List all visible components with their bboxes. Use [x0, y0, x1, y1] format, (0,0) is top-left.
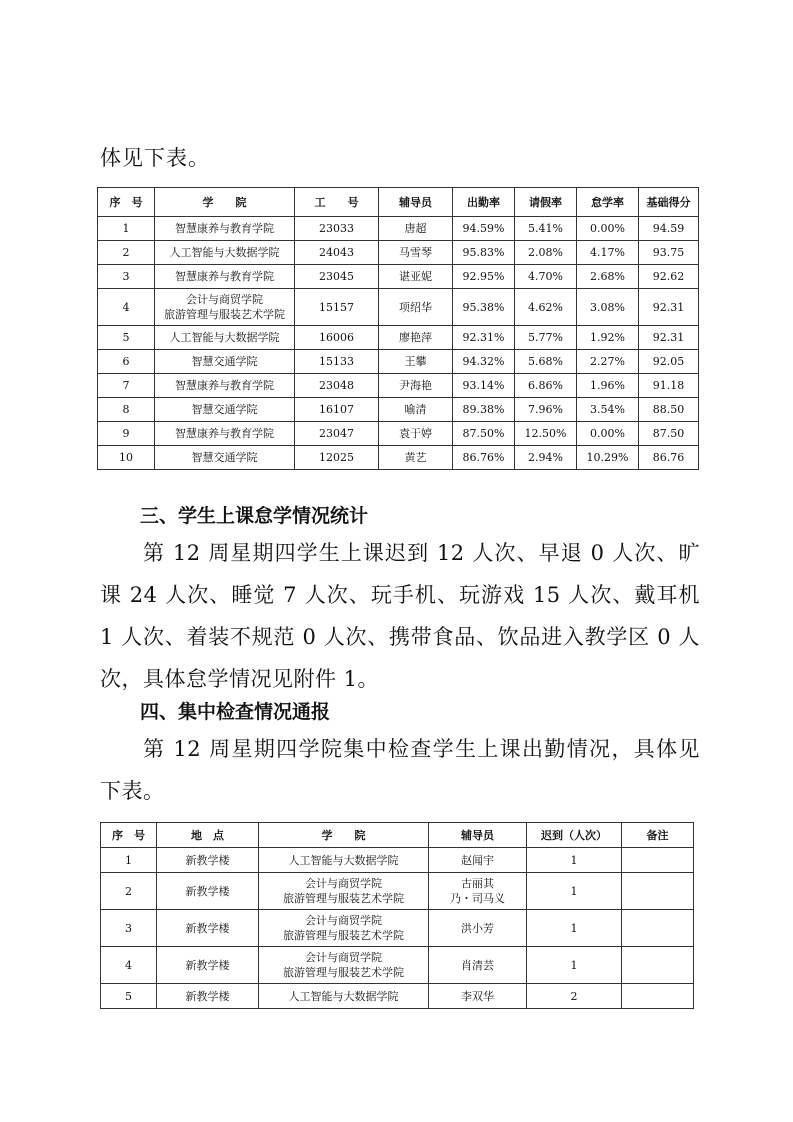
table-row — [98, 241, 699, 265]
row-number: 9 — [98, 422, 155, 446]
attendance-rate-cell: 94.59% — [453, 217, 515, 241]
college-cell-line: 智慧康养与教育学院 — [175, 222, 274, 235]
table1-header-0: 序 号 — [98, 188, 155, 217]
counselor-cell: 项绍华 — [379, 289, 453, 326]
base-score-cell: 87.50 — [639, 422, 699, 446]
counselor-cell — [429, 873, 527, 910]
college-cell-line: 人工智能与大数据学院 — [288, 989, 399, 1003]
place-cell: 新教学楼 — [157, 848, 259, 873]
college-cell-line: 旅游管理与服装艺术学院 — [164, 308, 285, 321]
idle-rate-cell: 0.00% — [577, 217, 639, 241]
table-header-row — [101, 823, 694, 848]
note-cell — [622, 848, 694, 873]
base-score-cell: 92.31 — [639, 289, 699, 326]
table-row — [98, 398, 699, 422]
table-row — [101, 910, 694, 947]
base-score-cell: 92.05 — [639, 350, 699, 374]
attendance-rate-cell: 94.32% — [453, 350, 515, 374]
table-row — [98, 446, 699, 470]
college-cell-line: 旅游管理与服装艺术学院 — [283, 929, 404, 942]
attendance-rate-cell: 95.83% — [453, 241, 515, 265]
place-cell: 新教学楼 — [157, 873, 259, 910]
college-cell — [155, 422, 295, 446]
row-number: 2 — [98, 241, 155, 265]
idle-rate-cell: 3.54% — [577, 398, 639, 422]
staff-id-cell: 23048 — [295, 374, 379, 398]
college-cell-line: 智慧康养与教育学院 — [175, 427, 274, 440]
college-cell — [155, 217, 295, 241]
idle-rate-cell: 3.08% — [577, 289, 639, 326]
base-score-cell: 93.75 — [639, 241, 699, 265]
college-cell-line: 人工智能与大数据学院 — [169, 246, 280, 259]
table-row — [98, 326, 699, 350]
table2-header-2: 学 院 — [259, 823, 429, 848]
college-cell — [259, 910, 429, 947]
late-count-cell: 2 — [527, 984, 622, 1009]
section3-body: 第 12 周星期四学生上课迟到 12 人次、早退 0 人次、旷课 24 人次、睡觉 7 人次、玩手机、玩游戏 15 人次、戴耳机 1 人次、着装不规范 0 人次、携带食品、饮品进入教学区 0 人次，具体怠学情况见附件 1。 — [100, 541, 700, 691]
counselor-cell: 喻清 — [379, 398, 453, 422]
staff-id-cell: 23033 — [295, 217, 379, 241]
counselor-cell-line: 赵闻宇 — [461, 853, 494, 867]
counselor-cell: 王攀 — [379, 350, 453, 374]
counselor-cell — [429, 984, 527, 1009]
leave-rate-cell: 5.41% — [515, 217, 577, 241]
college-cell-line: 智慧康养与教育学院 — [175, 379, 274, 392]
idle-rate-cell: 0.00% — [577, 422, 639, 446]
college-cell — [259, 848, 429, 873]
attendance-rate-cell: 92.31% — [453, 326, 515, 350]
row-number: 5 — [101, 984, 157, 1009]
counselor-cell: 马雪琴 — [379, 241, 453, 265]
table-row — [98, 350, 699, 374]
college-cell-line: 人工智能与大数据学院 — [288, 853, 399, 867]
row-number: 4 — [101, 947, 157, 984]
counselor-cell: 黄艺 — [379, 446, 453, 470]
leave-rate-cell: 2.94% — [515, 446, 577, 470]
table2-header-1: 地 点 — [157, 823, 259, 848]
college-cell-line: 智慧交通学院 — [191, 355, 258, 368]
table1-header-6: 怠学率 — [577, 188, 639, 217]
college-cell-line: 会计与商贸学院 — [186, 293, 263, 306]
attendance-rate-cell: 93.14% — [453, 374, 515, 398]
section4-heading: 四、集中检查情况通报 — [140, 701, 331, 723]
staff-id-cell: 23047 — [295, 422, 379, 446]
counselor-cell — [429, 947, 527, 984]
base-score-cell: 92.62 — [639, 265, 699, 289]
staff-id-cell: 15157 — [295, 289, 379, 326]
attendance-rate-cell: 87.50% — [453, 422, 515, 446]
table1-header-1: 学 院 — [155, 188, 295, 217]
college-cell-line: 旅游管理与服装艺术学院 — [283, 966, 404, 979]
counselor-cell-line: 李双华 — [461, 989, 494, 1003]
table-row — [98, 422, 699, 446]
college-cell — [259, 947, 429, 984]
college-cell-line: 会计与商贸学院 — [305, 877, 382, 890]
table-header-row — [98, 188, 699, 217]
row-number: 3 — [98, 265, 155, 289]
intro-text: 体见下表。 — [100, 146, 210, 170]
table-row — [98, 289, 699, 326]
college-cell-line: 智慧交通学院 — [191, 451, 258, 464]
row-number: 1 — [98, 217, 155, 241]
table1-header-2: 工 号 — [295, 188, 379, 217]
college-cell — [259, 984, 429, 1009]
attendance-rate-cell: 92.95% — [453, 265, 515, 289]
counselor-cell: 唐超 — [379, 217, 453, 241]
leave-rate-cell: 5.68% — [515, 350, 577, 374]
staff-id-cell: 16006 — [295, 326, 379, 350]
counselor-cell-line: 古丽其 — [461, 877, 494, 890]
row-number: 3 — [101, 910, 157, 947]
place-cell: 新教学楼 — [157, 947, 259, 984]
college-cell-line: 旅游管理与服装艺术学院 — [283, 892, 404, 905]
counselor-cell — [429, 910, 527, 947]
college-cell — [155, 374, 295, 398]
table-row — [98, 265, 699, 289]
row-number: 5 — [98, 326, 155, 350]
counselor-cell-line: 乃・司马义 — [450, 892, 505, 905]
idle-rate-cell: 1.92% — [577, 326, 639, 350]
place-cell: 新教学楼 — [157, 910, 259, 947]
idle-rate-cell: 2.68% — [577, 265, 639, 289]
base-score-cell: 86.76 — [639, 446, 699, 470]
college-cell — [155, 398, 295, 422]
late-count-cell: 1 — [527, 873, 622, 910]
late-count-cell: 1 — [527, 910, 622, 947]
leave-rate-cell: 5.77% — [515, 326, 577, 350]
note-cell — [622, 873, 694, 910]
section4-body: 第 12 周星期四学院集中检查学生上课出勤情况，具体见下表。 — [100, 737, 700, 803]
college-cell-line: 智慧康养与教育学院 — [175, 270, 274, 283]
table1-header-7: 基础得分 — [639, 188, 699, 217]
college-cell — [155, 241, 295, 265]
attendance-rate-cell: 95.38% — [453, 289, 515, 326]
college-cell — [155, 326, 295, 350]
late-count-cell: 1 — [527, 947, 622, 984]
row-number: 8 — [98, 398, 155, 422]
leave-rate-cell: 4.62% — [515, 289, 577, 326]
leave-rate-cell: 4.70% — [515, 265, 577, 289]
college-cell-line: 会计与商贸学院 — [305, 951, 382, 964]
late-count-cell: 1 — [527, 848, 622, 873]
note-cell — [622, 984, 694, 1009]
idle-rate-cell: 2.27% — [577, 350, 639, 374]
table2-header-5: 备注 — [622, 823, 694, 848]
counselor-cell: 袁于婷 — [379, 422, 453, 446]
inspection-table — [100, 822, 694, 1009]
leave-rate-cell: 12.50% — [515, 422, 577, 446]
row-number: 4 — [98, 289, 155, 326]
staff-id-cell: 12025 — [295, 446, 379, 470]
leave-rate-cell: 6.86% — [515, 374, 577, 398]
table2-header-4: 迟到（人次） — [527, 823, 622, 848]
base-score-cell: 88.50 — [639, 398, 699, 422]
college-cell-line: 会计与商贸学院 — [305, 914, 382, 927]
college-cell — [259, 873, 429, 910]
row-number: 6 — [98, 350, 155, 374]
row-number: 1 — [101, 848, 157, 873]
note-cell — [622, 947, 694, 984]
counselor-cell: 廖艳萍 — [379, 326, 453, 350]
table-row — [101, 984, 694, 1009]
base-score-cell: 92.31 — [639, 326, 699, 350]
college-cell-line: 人工智能与大数据学院 — [169, 331, 280, 344]
table1-header-5: 请假率 — [515, 188, 577, 217]
note-cell — [622, 910, 694, 947]
base-score-cell: 94.59 — [639, 217, 699, 241]
staff-id-cell: 24043 — [295, 241, 379, 265]
counselor-cell-line: 洪小芳 — [461, 921, 494, 935]
leave-rate-cell: 2.08% — [515, 241, 577, 265]
table-row — [98, 217, 699, 241]
table-row — [101, 848, 694, 873]
counselor-ranking-table — [97, 187, 699, 470]
counselor-cell-line: 肖清芸 — [461, 958, 494, 972]
table2-header-0: 序 号 — [101, 823, 157, 848]
place-cell: 新教学楼 — [157, 984, 259, 1009]
college-cell-line: 智慧交通学院 — [191, 403, 258, 416]
row-number: 2 — [101, 873, 157, 910]
staff-id-cell: 15133 — [295, 350, 379, 374]
section3-heading: 三、学生上课怠学情况统计 — [140, 505, 369, 527]
table1-header-3: 辅导员 — [379, 188, 453, 217]
counselor-cell: 谌亚妮 — [379, 265, 453, 289]
idle-rate-cell: 1.96% — [577, 374, 639, 398]
college-cell — [155, 289, 295, 326]
table2-header-3: 辅导员 — [429, 823, 527, 848]
college-cell — [155, 350, 295, 374]
leave-rate-cell: 7.96% — [515, 398, 577, 422]
attendance-rate-cell: 89.38% — [453, 398, 515, 422]
table1-header-4: 出勤率 — [453, 188, 515, 217]
staff-id-cell: 23045 — [295, 265, 379, 289]
row-number: 10 — [98, 446, 155, 470]
staff-id-cell: 16107 — [295, 398, 379, 422]
college-cell — [155, 265, 295, 289]
idle-rate-cell: 10.29% — [577, 446, 639, 470]
table-row — [98, 374, 699, 398]
counselor-cell: 尹海艳 — [379, 374, 453, 398]
attendance-rate-cell: 86.76% — [453, 446, 515, 470]
row-number: 7 — [98, 374, 155, 398]
base-score-cell: 91.18 — [639, 374, 699, 398]
idle-rate-cell: 4.17% — [577, 241, 639, 265]
table-row — [101, 947, 694, 984]
table-row — [101, 873, 694, 910]
college-cell — [155, 446, 295, 470]
counselor-cell — [429, 848, 527, 873]
